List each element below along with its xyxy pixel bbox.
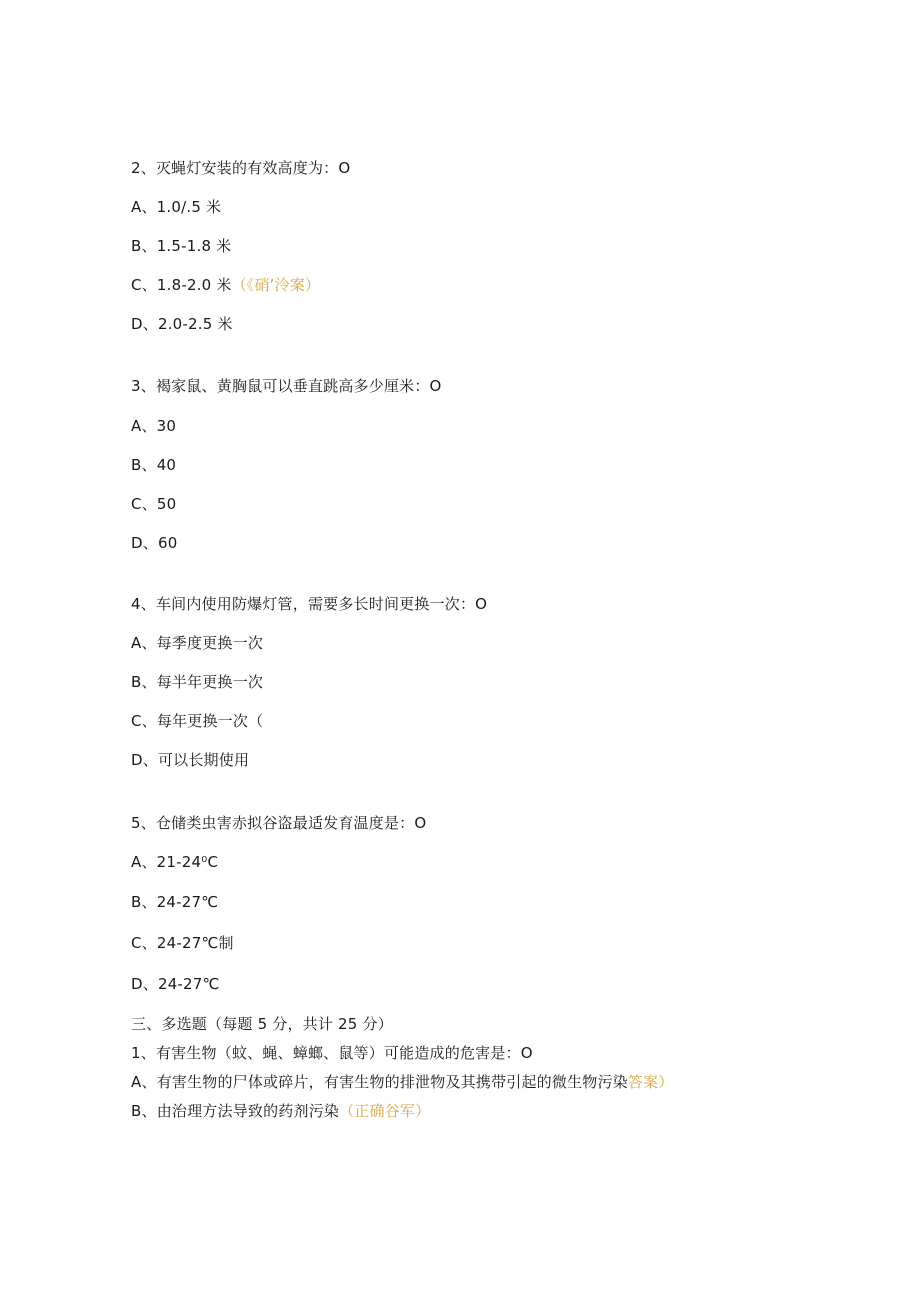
q3-option-c: C、50 bbox=[131, 495, 177, 513]
section3-q1-option-a-answer: 答案） bbox=[627, 1073, 674, 1091]
q3-option-a: A、30 bbox=[131, 417, 177, 435]
q2-option-c bbox=[131, 275, 320, 295]
q2-answer-mark: （《硝’泠案） bbox=[231, 276, 321, 294]
section3-q1-option-a-text: A、有害生物的尸体或碎片，有害生物的排泄物及其携带引起的微生物污染 bbox=[131, 1073, 628, 1091]
q3-option-b: B、40 bbox=[131, 456, 177, 474]
q3-option-d: D、60 bbox=[131, 534, 178, 552]
q4-option-c: C、每年更换一次（ bbox=[131, 712, 264, 730]
section3-q1-option-b-text: B、由治理方法导致的药剂污染 bbox=[131, 1102, 340, 1120]
q5-option-d: D、24-27℃ bbox=[131, 975, 220, 993]
q4-option-d: D、可以长期使用 bbox=[131, 751, 250, 769]
q4-option-a: A、每季度更换一次 bbox=[131, 634, 264, 652]
question-3: 3、褐家鼠、黄胸鼠可以垂直跳高多少厘米：O bbox=[131, 377, 442, 395]
q4-option-b: B、每半年更换一次 bbox=[131, 673, 264, 691]
question-5: 5、仓储类虫害赤拟谷盗最适发育温度是：O bbox=[131, 814, 427, 832]
section3-q1-option-b-answer: （正确谷军） bbox=[339, 1102, 431, 1120]
q5-option-c: C、24-27℃制 bbox=[131, 934, 234, 952]
q2-option-c-text: C、1.8-2.0 米 bbox=[131, 276, 232, 294]
q2-option-d: D、2.0-2.5 米 bbox=[131, 315, 233, 333]
section3-q1-option-b bbox=[131, 1101, 430, 1121]
section3-question-1: 1、有害生物（蚊、蝇、蟑螂、鼠等）可能造成的危害是：O bbox=[131, 1044, 533, 1062]
q5-option-a: A、21-24⁰C bbox=[131, 853, 219, 871]
q2-option-b: B、1.5-1.8 米 bbox=[131, 237, 232, 255]
section-3-heading: 三、多选题（每题 5 分，共计 25 分） bbox=[131, 1015, 393, 1033]
q5-option-b: B、24-27℃ bbox=[131, 893, 219, 911]
question-4: 4、车间内使用防爆灯管，需要多长时间更换一次：O bbox=[131, 595, 488, 613]
question-2: 2、灭蝇灯安装的有效高度为：O bbox=[131, 159, 351, 177]
section3-q1-option-a bbox=[131, 1072, 673, 1092]
q2-option-a: A、1.0/.5 米 bbox=[131, 198, 222, 216]
